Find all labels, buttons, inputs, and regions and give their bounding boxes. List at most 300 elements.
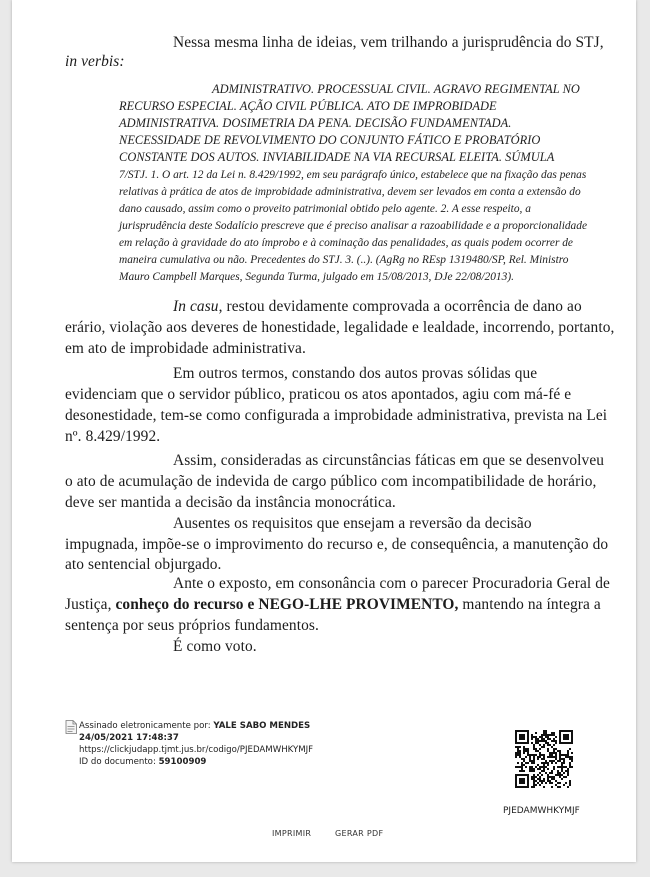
qr-module bbox=[537, 782, 539, 784]
qr-module bbox=[551, 772, 553, 774]
qr-module bbox=[531, 768, 533, 770]
qr-module bbox=[519, 782, 521, 784]
qr-module bbox=[557, 786, 559, 788]
document-page bbox=[12, 0, 636, 862]
qr-module bbox=[555, 740, 557, 742]
qr-module bbox=[521, 774, 523, 776]
qr-module bbox=[515, 784, 517, 786]
qr-module bbox=[521, 778, 523, 780]
signed-by-label: Assinado eletronicamente por: bbox=[79, 721, 211, 731]
qr-module bbox=[543, 778, 545, 780]
qr-module bbox=[523, 758, 525, 760]
in-verbis: in verbis: bbox=[65, 53, 125, 70]
qr-module bbox=[559, 772, 561, 774]
qr-module bbox=[539, 756, 541, 758]
qr-module bbox=[547, 748, 549, 750]
qr-module bbox=[549, 754, 551, 756]
qr-module bbox=[533, 774, 535, 776]
qr-module bbox=[535, 740, 537, 742]
qr-module bbox=[553, 760, 555, 762]
qr-module bbox=[567, 772, 569, 774]
citation-line: relativas à prática de atos de improbidade administrativa, devem ser levados em conta a extensão do bbox=[119, 186, 581, 198]
qr-module bbox=[533, 776, 535, 778]
qr-module bbox=[535, 780, 537, 782]
qr-module bbox=[559, 730, 561, 732]
decision-text: conheço do recurso e NEGO-LHE PROVIMENTO, bbox=[115, 596, 459, 613]
document-icon bbox=[65, 719, 77, 733]
qr-module bbox=[553, 768, 555, 770]
qr-module bbox=[569, 756, 571, 758]
qr-module bbox=[521, 764, 523, 766]
document-id-label: ID do documento: bbox=[79, 757, 156, 767]
qr-module bbox=[517, 730, 519, 732]
qr-module bbox=[551, 756, 553, 758]
qr-module bbox=[555, 780, 557, 782]
qr-module bbox=[541, 740, 543, 742]
qr-module bbox=[521, 782, 523, 784]
qr-module bbox=[527, 774, 529, 776]
qr-module bbox=[543, 762, 545, 764]
qr-module bbox=[553, 734, 555, 736]
qr-module bbox=[525, 730, 527, 732]
qr-module bbox=[569, 784, 571, 786]
qr-module bbox=[547, 734, 549, 736]
qr-module bbox=[533, 782, 535, 784]
qr-module bbox=[567, 750, 569, 752]
qr-module bbox=[551, 762, 553, 764]
qr-module bbox=[523, 738, 525, 740]
qr-module bbox=[561, 778, 563, 780]
qr-module bbox=[535, 784, 537, 786]
qr-module bbox=[515, 742, 517, 744]
qr-module bbox=[515, 766, 517, 768]
paragraph-line: Ausentes os requisitos que ensejam a reversão da decisão bbox=[173, 515, 532, 532]
qr-module bbox=[517, 766, 519, 768]
qr-module bbox=[543, 744, 545, 746]
qr-module bbox=[563, 760, 565, 762]
qr-module bbox=[541, 774, 543, 776]
qr-module bbox=[521, 738, 523, 740]
qr-module bbox=[533, 748, 535, 750]
qr-module bbox=[549, 780, 551, 782]
qr-module bbox=[515, 780, 517, 782]
qr-module bbox=[563, 758, 565, 760]
qr-module bbox=[547, 762, 549, 764]
qr-module bbox=[543, 758, 545, 760]
qr-module bbox=[543, 786, 545, 788]
qr-module bbox=[549, 752, 551, 754]
qr-module bbox=[569, 748, 571, 750]
qr-module bbox=[531, 776, 533, 778]
qr-module bbox=[565, 754, 567, 756]
qr-module bbox=[521, 768, 523, 770]
qr-module bbox=[559, 750, 561, 752]
qr-code-icon bbox=[515, 730, 573, 788]
qr-module bbox=[563, 784, 565, 786]
qr-module bbox=[521, 780, 523, 782]
qr-module bbox=[561, 764, 563, 766]
qr-module bbox=[523, 774, 525, 776]
qr-module bbox=[565, 782, 567, 784]
qr-module bbox=[543, 738, 545, 740]
qr-module bbox=[571, 736, 573, 738]
qr-module bbox=[519, 778, 521, 780]
qr-module bbox=[539, 748, 541, 750]
qr-module bbox=[555, 754, 557, 756]
qr-module bbox=[523, 746, 525, 748]
qr-module bbox=[529, 770, 531, 772]
qr-module bbox=[559, 776, 561, 778]
qr-module bbox=[567, 786, 569, 788]
qr-module bbox=[551, 740, 553, 742]
qr-module bbox=[543, 770, 545, 772]
paragraph-line: nº. 8.429/1992. bbox=[65, 428, 161, 445]
qr-module bbox=[561, 730, 563, 732]
qr-module bbox=[563, 734, 565, 736]
qr-module bbox=[565, 736, 567, 738]
qr-module bbox=[555, 758, 557, 760]
qr-module bbox=[527, 778, 529, 780]
qr-module bbox=[531, 742, 533, 744]
qr-module bbox=[515, 746, 517, 748]
qr-module bbox=[539, 752, 541, 754]
qr-module bbox=[525, 786, 527, 788]
qr-module bbox=[559, 738, 561, 740]
qr-module bbox=[535, 742, 537, 744]
qr-code-label: PJEDAMWHKYMJF bbox=[503, 806, 580, 816]
qr-module bbox=[517, 786, 519, 788]
qr-module bbox=[557, 770, 559, 772]
qr-module bbox=[539, 754, 541, 756]
qr-module bbox=[519, 754, 521, 756]
qr-module bbox=[563, 754, 565, 756]
qr-module bbox=[521, 742, 523, 744]
qr-module bbox=[539, 776, 541, 778]
qr-module bbox=[547, 742, 549, 744]
qr-module bbox=[537, 740, 539, 742]
qr-module bbox=[539, 778, 541, 780]
qr-module bbox=[571, 758, 573, 760]
qr-module bbox=[547, 756, 549, 758]
qr-module bbox=[533, 784, 535, 786]
qr-module bbox=[535, 776, 537, 778]
paragraph-text: , restou devidamente comprovada a ocorrência de dano ao bbox=[218, 298, 582, 315]
qr-module bbox=[561, 768, 563, 770]
qr-module bbox=[569, 762, 571, 764]
qr-module bbox=[533, 746, 535, 748]
qr-module bbox=[551, 732, 553, 734]
qr-module bbox=[537, 742, 539, 744]
paragraph-line: impugnada, impõe-se o improvimento do recurso e, de consequência, a manutenção do bbox=[65, 536, 609, 553]
qr-module bbox=[519, 770, 521, 772]
qr-module bbox=[515, 782, 517, 784]
qr-module bbox=[565, 756, 567, 758]
qr-module bbox=[543, 740, 545, 742]
qr-module bbox=[515, 786, 517, 788]
qr-module bbox=[555, 762, 557, 764]
qr-module bbox=[517, 750, 519, 752]
qr-module bbox=[539, 744, 541, 746]
qr-module bbox=[553, 744, 555, 746]
qr-module bbox=[553, 778, 555, 780]
qr-module bbox=[515, 730, 517, 732]
qr-module bbox=[551, 734, 553, 736]
qr-module bbox=[527, 734, 529, 736]
qr-module bbox=[541, 770, 543, 772]
citation-line: dano causado, assim como o proveito patrimonial obtido pelo agente. 2. A esse respeito, a bbox=[119, 203, 531, 215]
qr-module bbox=[555, 774, 557, 776]
qr-module bbox=[565, 734, 567, 736]
qr-module bbox=[535, 750, 537, 752]
qr-module bbox=[559, 782, 561, 784]
qr-module bbox=[533, 786, 535, 788]
qr-module bbox=[533, 770, 535, 772]
qr-module bbox=[523, 760, 525, 762]
qr-module bbox=[557, 774, 559, 776]
qr-module bbox=[563, 738, 565, 740]
citation-line: jurisprudência deste Sodalício prescreve que é preciso analisar a razoabilidade e a proporcionalidade bbox=[119, 220, 587, 232]
qr-module bbox=[545, 732, 547, 734]
qr-module bbox=[559, 758, 561, 760]
paragraph-line: Assim, consideradas as circunstâncias fáticas em que se desenvolveu bbox=[173, 452, 605, 469]
qr-module bbox=[531, 778, 533, 780]
qr-module bbox=[523, 782, 525, 784]
qr-module bbox=[571, 738, 573, 740]
qr-module bbox=[519, 736, 521, 738]
qr-module bbox=[551, 770, 553, 772]
document-id-line bbox=[79, 757, 206, 767]
qr-module bbox=[547, 750, 549, 752]
qr-module bbox=[569, 782, 571, 784]
qr-module bbox=[559, 732, 561, 734]
qr-module bbox=[517, 752, 519, 754]
qr-module bbox=[537, 738, 539, 740]
qr-module bbox=[557, 760, 559, 762]
print-button[interactable]: IMPRIMIR bbox=[272, 829, 312, 838]
qr-module bbox=[519, 730, 521, 732]
qr-module bbox=[557, 782, 559, 784]
qr-module bbox=[551, 778, 553, 780]
qr-module bbox=[517, 746, 519, 748]
qr-module bbox=[515, 756, 517, 758]
qr-module bbox=[549, 782, 551, 784]
qr-module bbox=[519, 752, 521, 754]
closing-line: É como voto. bbox=[173, 638, 257, 655]
qr-module bbox=[547, 738, 549, 740]
qr-module bbox=[527, 742, 529, 744]
qr-module bbox=[543, 734, 545, 736]
qr-module bbox=[517, 762, 519, 764]
qr-module bbox=[571, 752, 573, 754]
qr-module bbox=[547, 768, 549, 770]
paragraph-line: ato sentencial objurgado. bbox=[65, 556, 222, 573]
qr-module bbox=[527, 750, 529, 752]
qr-module bbox=[539, 780, 541, 782]
qr-module bbox=[571, 760, 573, 762]
qr-module bbox=[533, 744, 535, 746]
qr-module bbox=[551, 754, 553, 756]
qr-module bbox=[535, 738, 537, 740]
qr-module bbox=[537, 768, 539, 770]
qr-module bbox=[519, 766, 521, 768]
qr-module bbox=[569, 764, 571, 766]
qr-module bbox=[543, 766, 545, 768]
qr-module bbox=[515, 774, 517, 776]
latin-term: In casu bbox=[173, 298, 219, 315]
generate-pdf-button[interactable]: GERAR PDF bbox=[335, 829, 384, 838]
citation-line: em relação à gravidade do ato ímprobo e à cominação das penalidades, as quais podem ocorrer de bbox=[119, 237, 573, 249]
qr-module bbox=[567, 752, 569, 754]
intro-line: Nessa mesma linha de ideias, vem trilhando a jurisprudência do STJ, bbox=[173, 34, 604, 51]
qr-module bbox=[567, 734, 569, 736]
qr-module bbox=[539, 740, 541, 742]
signer-name: YALE SABO MENDES bbox=[213, 721, 311, 731]
qr-module bbox=[525, 748, 527, 750]
qr-module bbox=[521, 730, 523, 732]
qr-module bbox=[545, 766, 547, 768]
qr-module bbox=[519, 742, 521, 744]
qr-module bbox=[527, 748, 529, 750]
qr-module bbox=[555, 752, 557, 754]
qr-module bbox=[525, 742, 527, 744]
qr-module bbox=[519, 786, 521, 788]
qr-module bbox=[527, 754, 529, 756]
qr-module bbox=[567, 756, 569, 758]
qr-module bbox=[521, 734, 523, 736]
qr-module bbox=[537, 778, 539, 780]
qr-module bbox=[517, 754, 519, 756]
qr-module bbox=[529, 766, 531, 768]
qr-module bbox=[541, 754, 543, 756]
qr-module bbox=[561, 766, 563, 768]
qr-module bbox=[533, 762, 535, 764]
qr-module bbox=[531, 736, 533, 738]
qr-module bbox=[539, 784, 541, 786]
qr-module bbox=[523, 742, 525, 744]
paragraph-line: sentença por seus próprios fundamentos. bbox=[65, 617, 319, 634]
qr-module bbox=[537, 756, 539, 758]
qr-module bbox=[525, 774, 527, 776]
qr-module bbox=[543, 730, 545, 732]
qr-module bbox=[527, 738, 529, 740]
qr-module bbox=[515, 738, 517, 740]
citation-line: CONSTANTE DOS AUTOS. INVIABILIDADE NA VIA RECURSAL ELEITA. SÚMULA bbox=[119, 150, 555, 164]
qr-module bbox=[541, 746, 543, 748]
qr-module bbox=[531, 786, 533, 788]
qr-module bbox=[515, 776, 517, 778]
qr-module bbox=[533, 736, 535, 738]
qr-module bbox=[531, 762, 533, 764]
qr-module bbox=[559, 786, 561, 788]
paragraph-line: em ato de improbidade administrativa. bbox=[65, 340, 306, 357]
qr-module bbox=[521, 766, 523, 768]
qr-module bbox=[515, 754, 517, 756]
qr-module bbox=[543, 768, 545, 770]
paragraph-line bbox=[65, 596, 601, 614]
qr-module bbox=[541, 762, 543, 764]
qr-module bbox=[569, 758, 571, 760]
qr-module bbox=[545, 730, 547, 732]
qr-module bbox=[523, 752, 525, 754]
qr-module bbox=[547, 764, 549, 766]
qr-module bbox=[515, 740, 517, 742]
qr-module bbox=[569, 766, 571, 768]
paragraph-line: desonestidade, tem-se como configurada a improbidade administrativa, prevista na Lei bbox=[65, 407, 608, 424]
qr-module bbox=[549, 756, 551, 758]
qr-module bbox=[519, 734, 521, 736]
signature-datetime: 24/05/2021 17:48:37 bbox=[79, 733, 179, 743]
qr-module bbox=[565, 730, 567, 732]
citation-line: NECESSIDADE DE REVOLVIMENTO DO CONJUNTO FÁTICO E PROBATÓRIO bbox=[119, 133, 541, 147]
qr-module bbox=[539, 766, 541, 768]
qr-module bbox=[565, 766, 567, 768]
qr-module bbox=[519, 756, 521, 758]
qr-module bbox=[529, 768, 531, 770]
qr-module bbox=[533, 778, 535, 780]
qr-module bbox=[563, 742, 565, 744]
qr-module bbox=[543, 756, 545, 758]
qr-module bbox=[547, 776, 549, 778]
qr-module bbox=[547, 778, 549, 780]
citation-line: ADMINISTRATIVA. DOSIMETRIA DA PENA. DECISÃO FUNDAMENTADA. bbox=[119, 116, 512, 130]
qr-module bbox=[523, 730, 525, 732]
qr-module bbox=[543, 754, 545, 756]
qr-module bbox=[545, 742, 547, 744]
qr-module bbox=[559, 740, 561, 742]
qr-module bbox=[569, 780, 571, 782]
qr-module bbox=[543, 780, 545, 782]
qr-module bbox=[567, 738, 569, 740]
qr-module bbox=[523, 780, 525, 782]
qr-module bbox=[531, 734, 533, 736]
verification-url[interactable]: https://clickjudapp.tjmt.jus.br/codigo/PJEDAMWHKYMJF bbox=[79, 745, 314, 755]
paragraph-line: deve ser mantida a decisão da instância monocrática. bbox=[65, 494, 396, 511]
qr-module bbox=[561, 742, 563, 744]
qr-module bbox=[559, 760, 561, 762]
qr-module bbox=[571, 742, 573, 744]
qr-module bbox=[559, 756, 561, 758]
qr-module bbox=[527, 786, 529, 788]
citation-line: 7/STJ. 1. O art. 12 da Lei n. 8.429/1992, em seu parágrafo único, estabelece que na fixação das penas bbox=[119, 169, 587, 181]
qr-module bbox=[541, 766, 543, 768]
qr-module bbox=[533, 754, 535, 756]
qr-module bbox=[521, 762, 523, 764]
qr-module bbox=[523, 778, 525, 780]
qr-module bbox=[519, 780, 521, 782]
qr-module bbox=[541, 738, 543, 740]
qr-module bbox=[529, 758, 531, 760]
qr-module bbox=[571, 740, 573, 742]
qr-module bbox=[517, 748, 519, 750]
qr-module bbox=[571, 756, 573, 758]
qr-module bbox=[523, 750, 525, 752]
qr-module bbox=[527, 752, 529, 754]
qr-module bbox=[571, 732, 573, 734]
qr-module bbox=[567, 754, 569, 756]
qr-module bbox=[519, 750, 521, 752]
paragraph-text: Justiça, bbox=[65, 596, 116, 613]
qr-module bbox=[553, 732, 555, 734]
qr-module bbox=[557, 766, 559, 768]
qr-module bbox=[523, 764, 525, 766]
qr-module bbox=[559, 754, 561, 756]
qr-module bbox=[553, 766, 555, 768]
document-id: 59100909 bbox=[158, 757, 207, 767]
qr-module bbox=[561, 758, 563, 760]
paragraph-line: erário, violação aos deveres de honestidade, legalidade e lealdade, incorrendo, portanto, bbox=[65, 319, 615, 336]
qr-module bbox=[551, 760, 553, 762]
qr-module bbox=[539, 772, 541, 774]
